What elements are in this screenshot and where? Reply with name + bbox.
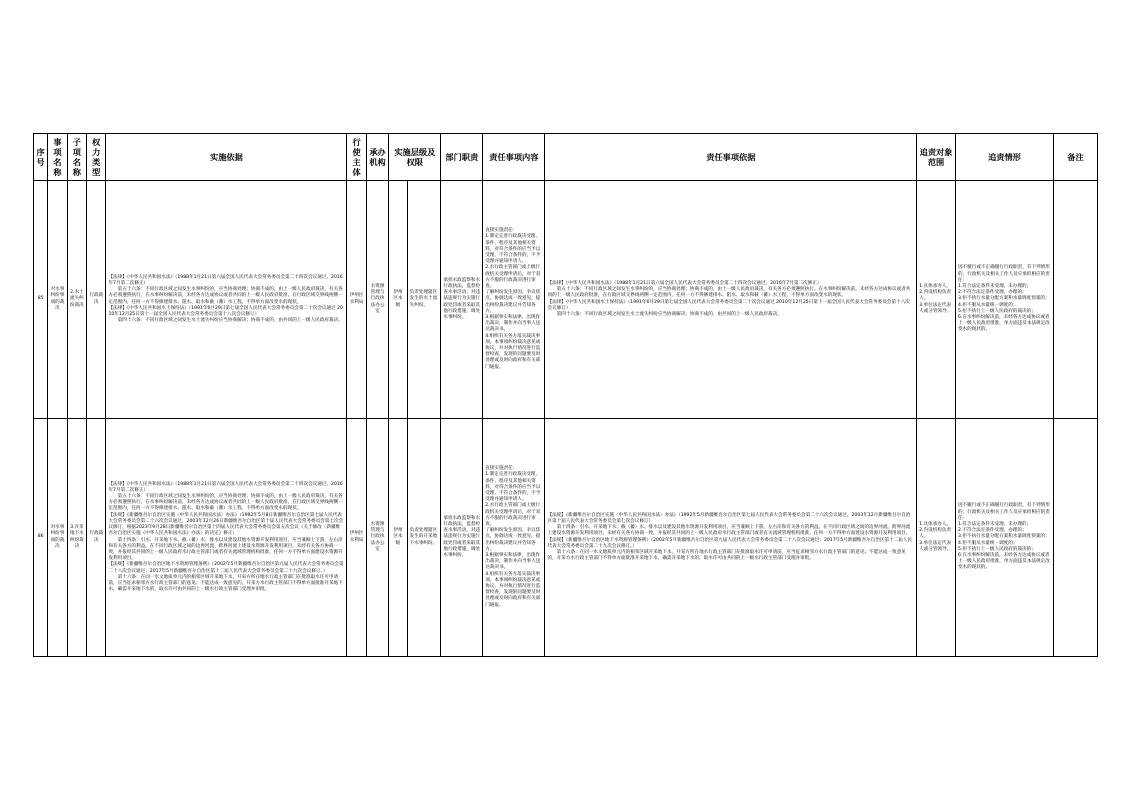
header-row <box>34 134 1098 181</box>
cell-content: 直接实施责任： 1.制定完善行政裁决受理、条件、程序及其他相关资料，对符合条件的应当予以受理，不符合条件的，不予受理并通知申请人。 2.水行政主管部门或上级行政机关受理申请后，对于双方不服的行政裁决进行审查。 了解纠纷发生原因、争议焦点，协调达成一致意见，提出纠纷裁决建议并告知各方。 3.根据事实和法律，出现作出裁决，制作并向当事人送达裁决书。 4.组织有关各方落实裁决事项。本事项纠纷裁决意见或协议，并对执行情况进行监督检查，发现的问题要及时处理或及时向政府和有关部门通报。 <box>483 419 545 657</box>
header-content: 责任事项内容 <box>483 134 545 181</box>
cell-type: 行政裁决 <box>87 181 106 419</box>
header-no: 序号 <box>34 134 48 181</box>
cell-target: 1.具体承办人。 2.内设机构负责人。 3.单位法定代表人或分管领导。 <box>917 419 956 657</box>
header-level: 实施层级及权限 <box>389 134 441 181</box>
cell-level2: 负责处理辖区发生的水土流失纠纷。 <box>407 181 441 419</box>
cell-item: 对水事纠纷事项的裁决 <box>48 181 67 419</box>
cell-org: 水资源管理与行政执法办公室 <box>366 419 388 657</box>
header-type: 权力类型 <box>87 134 106 181</box>
table-row <box>34 419 1098 657</box>
cell-sub: 2.水土流失纠纷裁决 <box>67 181 86 419</box>
cell-subject: 伊州区水利局 <box>347 419 366 657</box>
cell-duty: 承担水政监察和水行政执法，监督检查水事活动，对违法违规行为实施行政处罚或者采取其他行政措施，调处水事纠纷。 <box>441 181 483 419</box>
table-row <box>34 181 1098 419</box>
header-resp-basis: 责任事项依据 <box>545 134 917 181</box>
cell-basis: 【法律】《中华人民共和国水法》（1988年1月21日第六届全国人民代表大会常务委员会第二十四次会议通过，2016年7月第二次修正） 第五十六条：不同行政区域之间发生水事纠纷的，应当协商处理；协商不成的，由上一级人民政府裁决，有关各方必须遵照执行。在水事纠纷解决前，未经各方达成协议或者共同的上一级人民政府批准，在行政区域交界线两侧一定范围内，任何一方不得修建排水、阻水、取水和截（蓄）水工程，不得单方面改变水的现状。 【法规】《新疆维吾尔自治区实施〈中华人民共和国水法〉办法》（1992年5月8日新疆维吾尔自治区第七届人民代表大会常务委员会第二十六次会议通过，2003年12月26日新疆维吾尔自治区第十届人民代表大会常务委员会第七次会议修订，根据2023年9月28日新疆维吾尔自治区第十四届人民代表大会常务委员会第五次会议《关于修改〈新疆维吾尔自治区实施《中华人民共和国水法》办法〉的决定》修正） 第十四条：引水、开采地下水、截（蓄）水、排水以及建设其他水资源开发利用项目，应当兼顾上下游、左右岸和有关各方的利益。在不同行政区域之间的边界河流、跨界河流上建设水资源开发利用项目，未经有关各方协商一致，并报经其共同的上一级人民政府水行政主管部门或者有关流域管理机构批准，任何一方不得单方面建设水资源开发利用项目。 【法规】《新疆维吾尔自治区地下水资源管理条例》（2002年5月新疆维吾尔自治区第九届人民代表大会常务委员会第二十八次会议通过；2017年5月新疆维吾尔自治区第十二届人民代表大会常务委员会第二十九次会议修订。） 第十六条：在同一水文地质单元内的相邻区域开采地下水，开采方所在地水行政主管部门在批准取水许可申请前，应当征求相邻方水行政主管部门的意见；不能达成一致意见的，开采方水行政主管部门不得单方面批准开采地下水，确需开采地下水的，取水许可由共同的上一级水行政主管部门受理并审批。 <box>106 419 347 657</box>
cell-note <box>1053 181 1097 419</box>
header-duty: 部门职责 <box>441 134 483 181</box>
cell-cases: 因不履行或不正确履行行政职责，有下列情形的，行政机关及相关工作人员应承担相应的责任： 1.符合法定条件未受理、未办理的； 2.不符合法定条件受理、办理的； 3.拒不执行水量分配方案和水量调度预案的； 4.拒不服从水量统一调度的； 5.拒不执行上一级人民政府的裁决的； 6.在水事纠纷解决前，未经各方达成协议或者上一级人民政府批准，单方面违反本法规定改变水的现状的。 <box>955 419 1053 657</box>
header-basis: 实施依据 <box>106 134 347 181</box>
cell-basis: 【法律】《中华人民共和国水法》（1988年1月21日第六届全国人民代表大会常务委员会第二十四次会议通过，2016年7月第二次修正） 第五十六条：不同行政区域之间发生水事纠纷的，应当协商处理；协商不成的，由上一级人民政府裁决，有关各方必须遵照执行。在水事纠纷解决前，未经各方达成协议或者共同的上一级人民政府批准，在行政区域交界线两侧一定范围内，任何一方不得修建排水、阻水、取水和截（蓄）水工程，不得单方面改变水的现状。 【法律】《中华人民共和国水土保持法》（1991年6月29日第七届全国人民代表大会常务委员会第二十次会议通过 2010年12月25日第十一届全国人民代表大会常务委员会第十八次会议修订） 第四十六条：不同行政区域之间发生水土流失纠纷应当协商解决；协商不成的，由共同的上一级人民政府裁决。 <box>106 181 347 419</box>
header-subject: 行使主体 <box>347 134 366 181</box>
cell-level1: 伊州区本级 <box>389 419 407 657</box>
cell-note <box>1053 419 1097 657</box>
cell-resp-basis: 【法规】《新疆维吾尔自治区实施〈中华人民共和国水法〉办法》（1992年5月新疆维吾尔自治区第七届人民代表大会常务委员会第二十六次会议通过，2003年12月新疆维吾尔自治区第十届人民代表大会常务委员会第七次会议修订） 第十四条：引水、开采地下水、截（蓄）水、排水以及建设其他水资源开发利用项目，应当兼顾上下游、左右岸和有关各方的利益。在不同行政区域之间的边界河流、跨界河流上建设水资源开发利用项目，未经有关各方协商一致，并报经其共同的上一级人民政府水行政主管部门或者有关流域管理机构批准，任何一方不得单方面建设水资源开发利用项目。 【法规】《新疆维吾尔自治区地下水资源管理条例》（2002年5月新疆维吾尔自治区第九届人民代表大会常务委员会第二十八次会议通过；2017年5月新疆维吾尔自治区第十二届人民代表大会常务委员会第二十九次会议修订。） 第十六条：在同一水文地质单元内的相邻区域开采地下水，开采方所在地水行政主管部门在批准取水许可申请前，应当征求相邻方水行政主管部门的意见；不能达成一致意见的，开采方水行政主管部门不得单方面批准开采地下水，确需开采地下水的，取水许可由共同的上一级水行政主管部门受理并审批。 <box>545 419 917 657</box>
header-sub: 子项名称 <box>67 134 86 181</box>
cell-no: 85 <box>34 181 48 419</box>
responsibility-table <box>33 133 1098 657</box>
cell-cases: 因不履行或不正确履行行政职责，有下列情形的，行政机关及相关工作人员应承担相应的责任： 1.符合法定条件未受理、未办理的； 2.不符合法定条件受理、办理的； 3.拒不执行水量分配方案和水量调度预案的； 4.拒不服从水量统一调度的； 5.拒不执行上一级人民政府的裁决的； 6.在水事纠纷解决前，未经各方达成协议或者上一级人民政府批准，单方面违反本法规定改变水的现状的。 <box>955 181 1053 419</box>
header-cases: 追责情形 <box>955 134 1053 181</box>
cell-duty: 承担水政监察和水行政执法，监督检查水事活动，对违法违规行为实施行政处罚或者采取其他行政措施，调处水事纠纷。 <box>441 419 483 657</box>
cell-content: 直接实施责任： 1.制定完善行政裁决受理、条件、程序及其他相关资料，对符合条件的应当予以受理，不符合条件的，不予受理并通知申请人。 2.水行政主管部门或上级行政机关受理申请后，对于双方不服的行政裁决进行审查。 了解纠纷发生原因、争议焦点，协调达成一致意见，提出纠纷裁决建议并告知各方。 3.根据事实和法律，出现作出裁决，制作并向当事人送达裁决书。 4.组织有关各方落实裁决事项。本事项纠纷裁决意见或协议，并对执行情况进行监督检查，发现的问题要及时处理或及时向政府和有关部门通报。 <box>483 181 545 419</box>
cell-no: 86 <box>34 419 48 657</box>
header-target: 追责对象范围 <box>917 134 956 181</box>
cell-level1: 伊州区本级 <box>389 181 407 419</box>
cell-org: 水资源管理与行政执法办公室 <box>366 181 388 419</box>
cell-subject: 伊州区水利局 <box>347 181 366 419</box>
header-note: 备注 <box>1053 134 1097 181</box>
cell-type: 行政裁决 <box>87 419 106 657</box>
cell-item: 对水事纠纷事项的裁决 <box>48 419 67 657</box>
cell-level2: 负责处理辖区发生的开采地下水事纠纷。 <box>407 419 441 657</box>
header-org: 承办机构 <box>366 134 388 181</box>
header-item: 事项名称 <box>48 134 67 181</box>
cell-sub: 3.开采地下水纠纷裁决 <box>67 419 86 657</box>
cell-target: 1.具体承办人。 2.内设机构负责人。 3.单位法定代表人或分管领导。 <box>917 181 956 419</box>
cell-resp-basis: 【法律】《中华人民共和国水法》（1988年1月21日第六届全国人民代表大会常务委员会第二十四次会议通过，2016年7月第二次修正） 第五十六条：不同行政区域之间发生水事纠纷的，应当协商处理；协商不成的，由上一级人民政府裁决，有关各方必须遵照执行。在水事纠纷解决前，未经各方达成协议或者共同的上一级人民政府批准，在行政区域交界线两侧一定范围内，任何一方不得修建排水、阻水、取水和截（蓄）水工程，不得单方面改变水的现状。 【法律】《中华人民共和国水土保持法》（1991年6月29日第七届全国人民代表大会常务委员会第二十次会议通过 2010年12月25日第十一届全国人民代表大会常务委员会第十八次会议修订） 第四十六条：不同行政区域之间发生水土流失纠纷应当协商解决；协商不成的，由共同的上一级人民政府裁决。 <box>545 181 917 419</box>
